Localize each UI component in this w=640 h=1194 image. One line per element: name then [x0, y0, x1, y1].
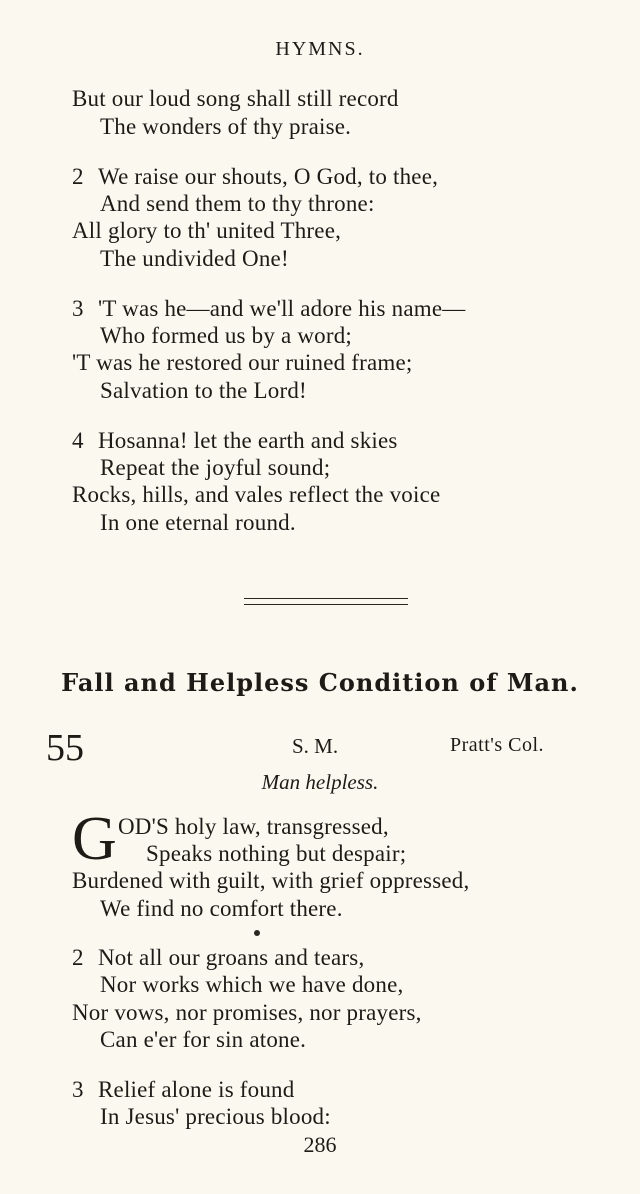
- page-number: 286: [303, 1132, 337, 1157]
- section-title: Fall and Helpless Condition of Man.: [61, 668, 579, 697]
- verse-line: Speaks nothing but despair;: [146, 841, 407, 866]
- drop-cap: G: [72, 805, 117, 873]
- divider-rule: [244, 598, 408, 599]
- verse-line: The undivided One!: [100, 246, 289, 271]
- hymn-tune: Pratt's Col.: [450, 734, 545, 756]
- stanza-line: [72, 296, 465, 322]
- divider-rule: [244, 604, 408, 605]
- stanza-line: [72, 164, 438, 190]
- verse-line: But our loud song shall still record: [72, 86, 399, 111]
- verse-line: Not all our groans and tears,: [98, 945, 365, 970]
- stanza-number: 2: [72, 164, 84, 189]
- verse-line: OD'S holy law, transgressed,: [118, 814, 389, 839]
- stanza-number: 4: [72, 428, 84, 453]
- stanza-number: 3: [72, 296, 84, 321]
- hymn-meter: S. M.: [292, 734, 339, 758]
- verse-line: Rocks, hills, and vales reflect the voice: [72, 482, 441, 507]
- verse-line: We raise our shouts, O God, to thee,: [98, 164, 439, 189]
- verse-line: Repeat the joyful sound;: [100, 455, 331, 480]
- stanza-number: 3: [72, 1077, 84, 1102]
- ink-speck: [254, 930, 260, 936]
- stanza-line: [72, 428, 398, 454]
- verse-line: Can e'er for sin atone.: [100, 1027, 307, 1052]
- verse-line: The wonders of thy praise.: [100, 114, 352, 139]
- verse-line: In one eternal round.: [100, 510, 296, 535]
- verse-line: 'T was he—and we'll adore his name—: [98, 296, 466, 321]
- running-header: HYMNS.: [275, 38, 365, 60]
- verse-line: Who formed us by a word;: [100, 323, 352, 348]
- verse-line: Hosanna! let the earth and skies: [98, 428, 398, 453]
- verse-line: In Jesus' precious blood:: [100, 1104, 331, 1129]
- verse-line: All glory to th' united Three,: [72, 218, 342, 243]
- verse-line: We find no comfort there.: [100, 896, 343, 921]
- verse-line: And send them to thy throne:: [100, 191, 375, 216]
- verse-line: Salvation to the Lord!: [100, 378, 307, 403]
- stanza-line: [72, 1077, 294, 1103]
- verse-line: 'T was he restored our ruined frame;: [72, 350, 413, 375]
- stanza-number: 2: [72, 945, 84, 970]
- hymn-number: 55: [46, 727, 84, 769]
- verse-line: Burdened with guilt, with grief oppressed,: [72, 868, 470, 893]
- verse-line: Relief alone is found: [98, 1077, 295, 1102]
- verse-line: Nor vows, nor promises, nor prayers,: [72, 1000, 422, 1025]
- stanza-line: [72, 945, 364, 971]
- verse-line: Nor works which we have done,: [100, 972, 404, 997]
- hymn-subtitle: Man helpless.: [261, 770, 379, 794]
